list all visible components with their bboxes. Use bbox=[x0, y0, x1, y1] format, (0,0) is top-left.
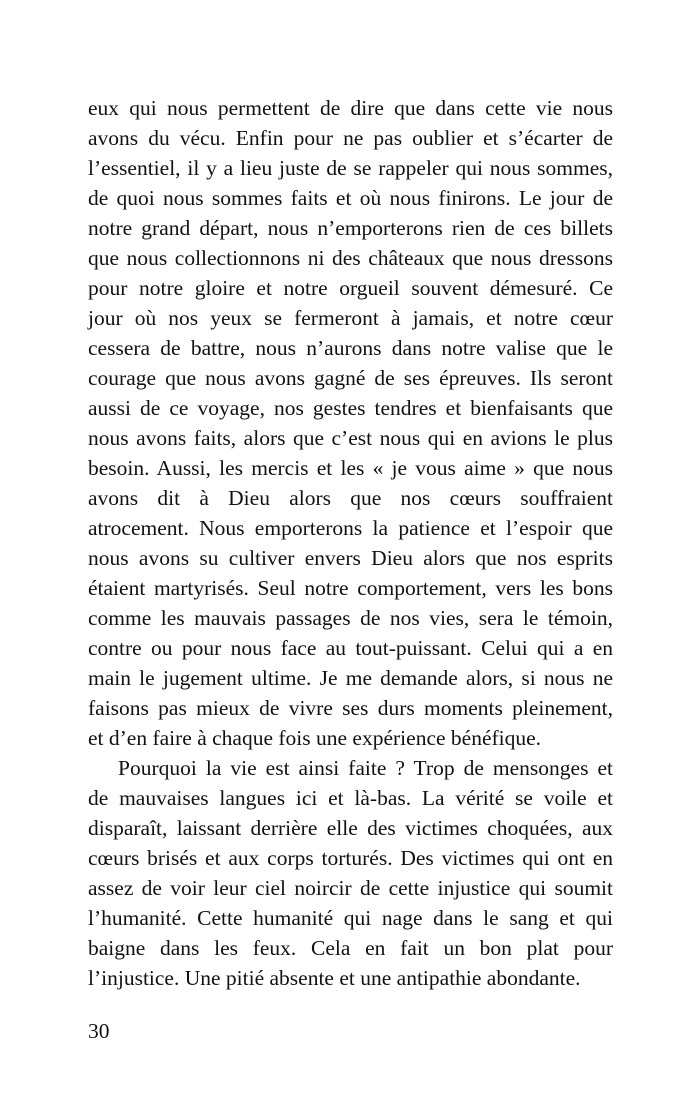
text-line: cessera de battre, nous n’aurons dans notre valise que le bbox=[88, 336, 613, 360]
text-line: assez de voir leur ciel noircir de cette injustice qui soumit bbox=[88, 876, 613, 900]
text-line: de quoi nous sommes faits et où nous finirons. Le jour de bbox=[88, 186, 613, 210]
text-line: avons du vécu. Enfin pour ne pas oublier et s’écarter de bbox=[88, 126, 613, 150]
text-line: aussi de ce voyage, nos gestes tendres et bienfaisants que bbox=[88, 396, 613, 420]
text-line: l’essentiel, il y a lieu juste de se rappeler qui nous sommes, bbox=[88, 156, 613, 180]
text-line: nous avons su cultiver envers Dieu alors que nos esprits bbox=[88, 546, 613, 570]
text-line: atrocement. Nous emporterons la patience et l’espoir que bbox=[88, 516, 613, 540]
text-line: avons dit à Dieu alors que nos cœurs souffraient bbox=[88, 486, 613, 510]
text-line: l’injustice. Une pitié absente et une antipathie abondante. bbox=[88, 966, 581, 990]
text-line: de mauvaises langues ici et là-bas. La vérité se voile et bbox=[88, 786, 613, 810]
page-number: 30 bbox=[88, 1019, 110, 1043]
text-line: étaient martyrisés. Seul notre comportement, vers les bons bbox=[88, 576, 613, 600]
text-line: courage que nous avons gagné de ses épreuves. Ils seront bbox=[88, 366, 613, 390]
text-line: que nous collectionnons ni des châteaux que nous dressons bbox=[88, 246, 613, 270]
body-text bbox=[88, 93, 613, 993]
text-line: l’humanité. Cette humanité qui nage dans le sang et qui bbox=[88, 906, 613, 930]
text-line: contre ou pour nous face au tout-puissant. Celui qui a en bbox=[88, 636, 613, 660]
text-line: disparaît, laissant derrière elle des victimes choquées, aux bbox=[88, 816, 613, 840]
text-line: comme les mauvais passages de nos vies, sera le témoin, bbox=[88, 606, 613, 630]
text-line: baigne dans les feux. Cela en fait un bon plat pour bbox=[88, 936, 613, 960]
text-line: nous avons faits, alors que c’est nous qui en avions le plus bbox=[88, 426, 613, 450]
text-line: et d’en faire à chaque fois une expérience bénéfique. bbox=[88, 726, 542, 750]
text-line: main le jugement ultime. Je me demande alors, si nous ne bbox=[88, 666, 613, 690]
text-line: notre grand départ, nous n’emporterons rien de ces billets bbox=[88, 216, 613, 240]
text-line: pour notre gloire et notre orgueil souvent démesuré. Ce bbox=[88, 276, 613, 300]
text-line: eux qui nous permettent de dire que dans cette vie nous bbox=[88, 96, 613, 120]
paragraph bbox=[88, 93, 613, 753]
text-line: Pourquoi la vie est ainsi faite ? Trop de mensonges et bbox=[118, 756, 613, 780]
text-line: besoin. Aussi, les mercis et les « je vous aime » que nous bbox=[88, 456, 613, 480]
paragraph bbox=[88, 753, 613, 993]
text-line: jour où nos yeux se fermeront à jamais, et notre cœur bbox=[88, 306, 613, 330]
text-line: faisons pas mieux de vivre ses durs moments pleinement, bbox=[88, 696, 613, 720]
text-line: cœurs brisés et aux corps torturés. Des victimes qui ont en bbox=[88, 846, 613, 870]
